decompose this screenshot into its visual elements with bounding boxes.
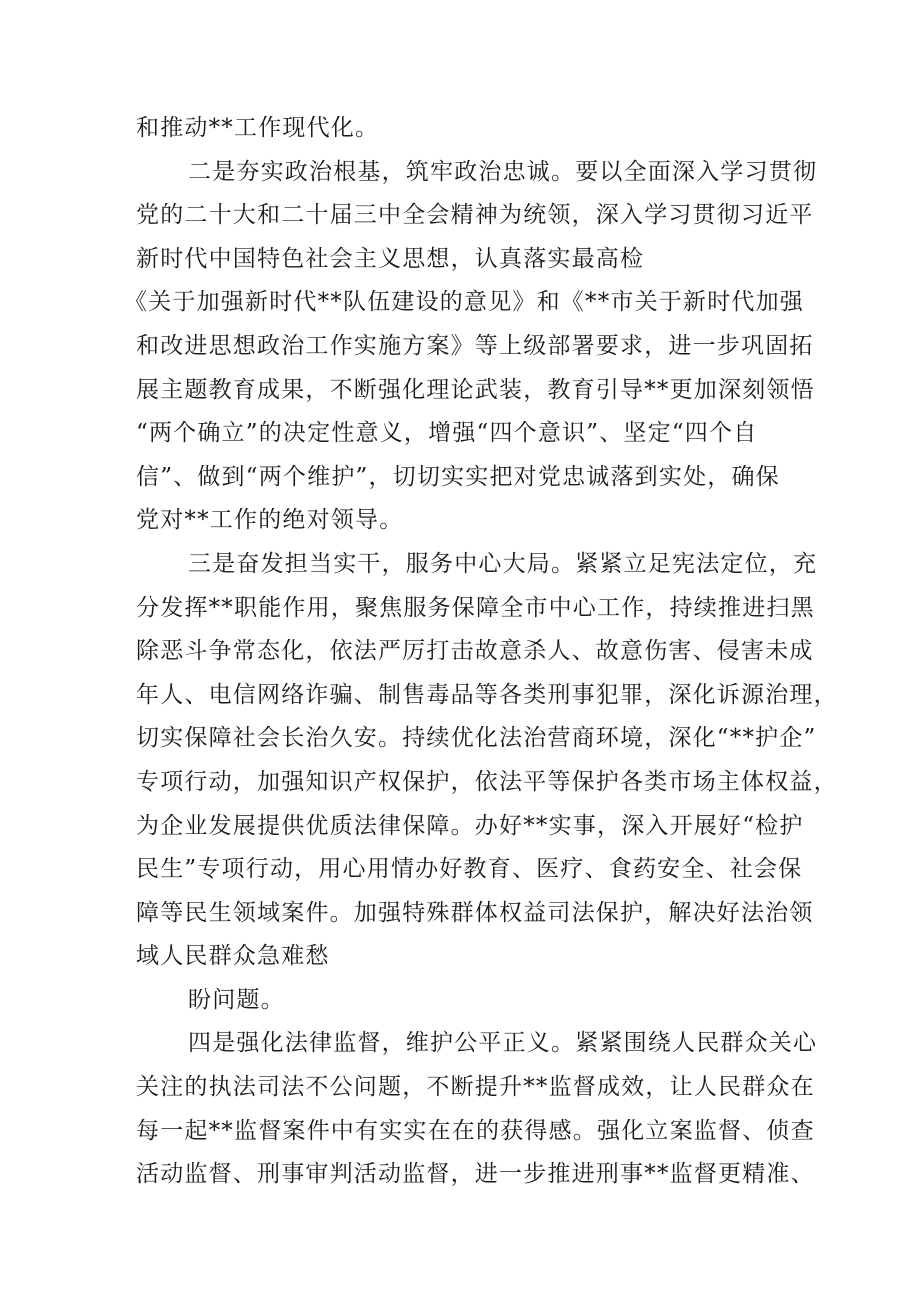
text-line: 和改进思想政治工作实施方案》等上级部署要求，进一步巩固拓 (136, 332, 814, 359)
text-line: 年人、电信网络诈骗、制售毒品等各类刑事犯罪，深化诉源治理， (136, 681, 838, 708)
text-line: 分发挥**职能作用，聚焦服务保障全市中心工作，持续推进扫黑 (136, 594, 815, 621)
text-line: 为企业发展提供优质法律保障。办好**实事，深入开展好“检护 (136, 812, 804, 839)
text-line: 关注的执法司法不公问题，不断提升**监督成效，让人民群众在 (136, 1074, 815, 1101)
text-line: 除恶斗争常态化，依法严厉打击故意杀人、故意伤害、侵害未成 (136, 638, 814, 665)
text-line: 活动监督、刑事审判活动监督，进一步推进刑事**监督更精准、 (136, 1161, 815, 1188)
text-line: 二是夯实政治根基，筑牢政治忠诚。要以全面深入学习贯彻 (188, 158, 818, 185)
document-body (124, 107, 838, 1197)
text-line: 党的二十大和二十届三中全会精神为统领，深入学习贯彻习近平 (136, 202, 814, 229)
text-line: 每一起**监督案件中有实实在在的获得感。强化立案监督、侦查 (136, 1117, 815, 1144)
text-line: 党对**工作的绝对领导。 (136, 507, 404, 534)
text-line: 专项行动，加强知识产权保护，依法平等保护各类市场主体权益， (136, 768, 838, 795)
text-line: 《关于加强新时代**队伍建设的意见》和《**市关于新时代加强 (124, 289, 804, 316)
text-line: 新时代中国特色社会主义思想，认真落实最高检 (136, 245, 645, 272)
text-line: 切实保障社会长治久安。持续优化法治营商环境，深化“**护企” (136, 725, 817, 752)
text-line: 域人民群众急难愁 (136, 943, 330, 970)
text-line: 盼问题。 (188, 986, 285, 1013)
text-line: 障等民生领域案件。加强特殊群体权益司法保护，解决好法治领 (136, 899, 814, 926)
text-line: 民生”专项行动，用心用情办好教育、医疗、食药安全、社会保 (136, 856, 803, 883)
text-line: 信”、做到“两个维护”，切切实实把对党忠诚落到实处，确保 (136, 463, 780, 490)
text-line: “两个确立”的决定性意义，增强“四个意识”、坚定“四个自 (136, 420, 758, 447)
text-line: 三是奋发担当实干，服务中心大局。紧紧立足宪法定位，充 (188, 550, 818, 577)
text-line: 和推动**工作现代化。 (136, 115, 380, 141)
text-line: 展主题教育成果，不断强化理论武装，教育引导**更加深刻领悟 (136, 376, 815, 403)
text-line: 四是强化法律监督，维护公平正义。紧紧围绕人民群众关心 (188, 1030, 818, 1057)
